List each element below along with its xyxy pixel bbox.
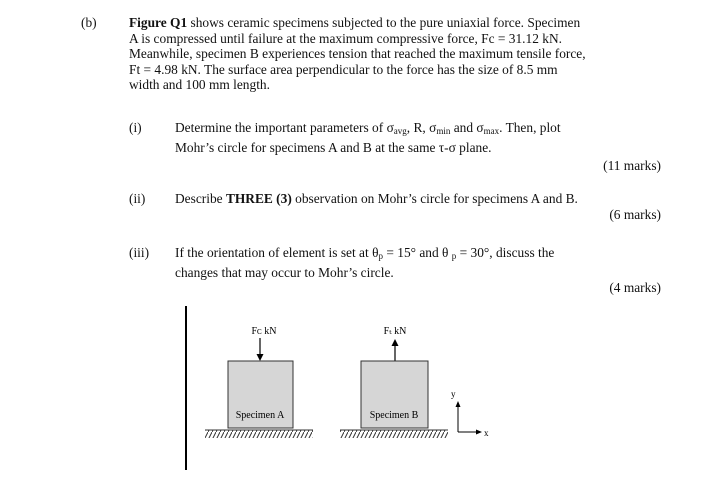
xy-axes xyxy=(451,389,489,438)
specimen-b-arrow-head xyxy=(392,339,399,346)
specimen-b-force-label: Fₜ kN xyxy=(383,326,407,337)
intro-line-3: Meanwhile, specimen B experiences tension that reached the maximum tensile force, xyxy=(129,46,586,62)
sub-iii-marks: (4 marks) xyxy=(609,280,661,295)
sub-iii-line-2: changes that may occur to Mohr’s circle. xyxy=(175,264,394,280)
specimen-b-ground xyxy=(340,430,448,438)
specimen-a-label: Specimen A xyxy=(235,410,285,421)
sub-ii-text-b: observation on Mohr’s circle for specimens A and B. xyxy=(291,191,578,206)
sub-i-text-a: Determine the important parameters of σ xyxy=(175,120,394,135)
sub-iii-sub-p2: p xyxy=(451,251,457,261)
specimen-b xyxy=(340,326,448,438)
specimen-a-ground xyxy=(205,430,313,438)
sub-iii-label: (iii) xyxy=(129,245,150,260)
specimen-a-arrow-head xyxy=(257,354,264,361)
sub-i-line-2: Mohr’s circle for specimens A and B at the same τ-σ plane. xyxy=(175,139,492,155)
sub-ii-text-a: Describe xyxy=(175,191,226,206)
sub-iii-text-b: = 15° and θ xyxy=(383,245,452,260)
sub-i-text-d: . Then, plot xyxy=(499,120,561,135)
sub-iii-text-c: = 30°, discuss the xyxy=(456,245,555,260)
sub-i-text-b: , R, σ xyxy=(406,120,437,135)
sub-ii-label: (ii) xyxy=(129,191,146,206)
intro-line-2: A is compressed until failure at the maximum compressive force, Fc = 31.12 kN. xyxy=(129,30,562,46)
x-axis-arrow xyxy=(476,430,482,435)
sub-i-marks: (11 marks) xyxy=(603,158,661,173)
intro-line-5: width and 100 mm length. xyxy=(129,77,270,93)
sub-i-sub-avg: avg xyxy=(393,126,407,136)
specimen-b-label: Specimen B xyxy=(369,410,419,421)
intro-line-4: Ft = 4.98 kN. The surface area perpendicular to the force has the size of 8.5 mm xyxy=(129,61,558,77)
sub-ii-marks: (6 marks) xyxy=(609,207,661,222)
figure-ref: Figure Q1 xyxy=(129,15,188,30)
sub-iii-sub-p1: p xyxy=(378,251,383,261)
sub-i-sub-min: min xyxy=(436,126,451,136)
sub-i-sub-max: max xyxy=(483,126,500,136)
y-axis-label: y xyxy=(451,389,456,399)
sub-i-text-c: and σ xyxy=(450,120,484,135)
sub-iii-text-a: If the orientation of element is set at θ xyxy=(175,245,379,260)
intro-line-1-text: shows ceramic specimens subjected to the pure uniaxial force. Specimen xyxy=(187,15,581,30)
part-label: (b) xyxy=(81,15,97,30)
y-axis-arrow xyxy=(456,401,461,407)
sub-ii-bold: THREE (3) xyxy=(225,191,292,206)
sub-i-label: (i) xyxy=(129,120,142,135)
specimen-a xyxy=(205,326,313,438)
specimen-a-force-label: Fᴄ kN xyxy=(251,326,277,337)
x-axis-label: x xyxy=(484,428,489,438)
